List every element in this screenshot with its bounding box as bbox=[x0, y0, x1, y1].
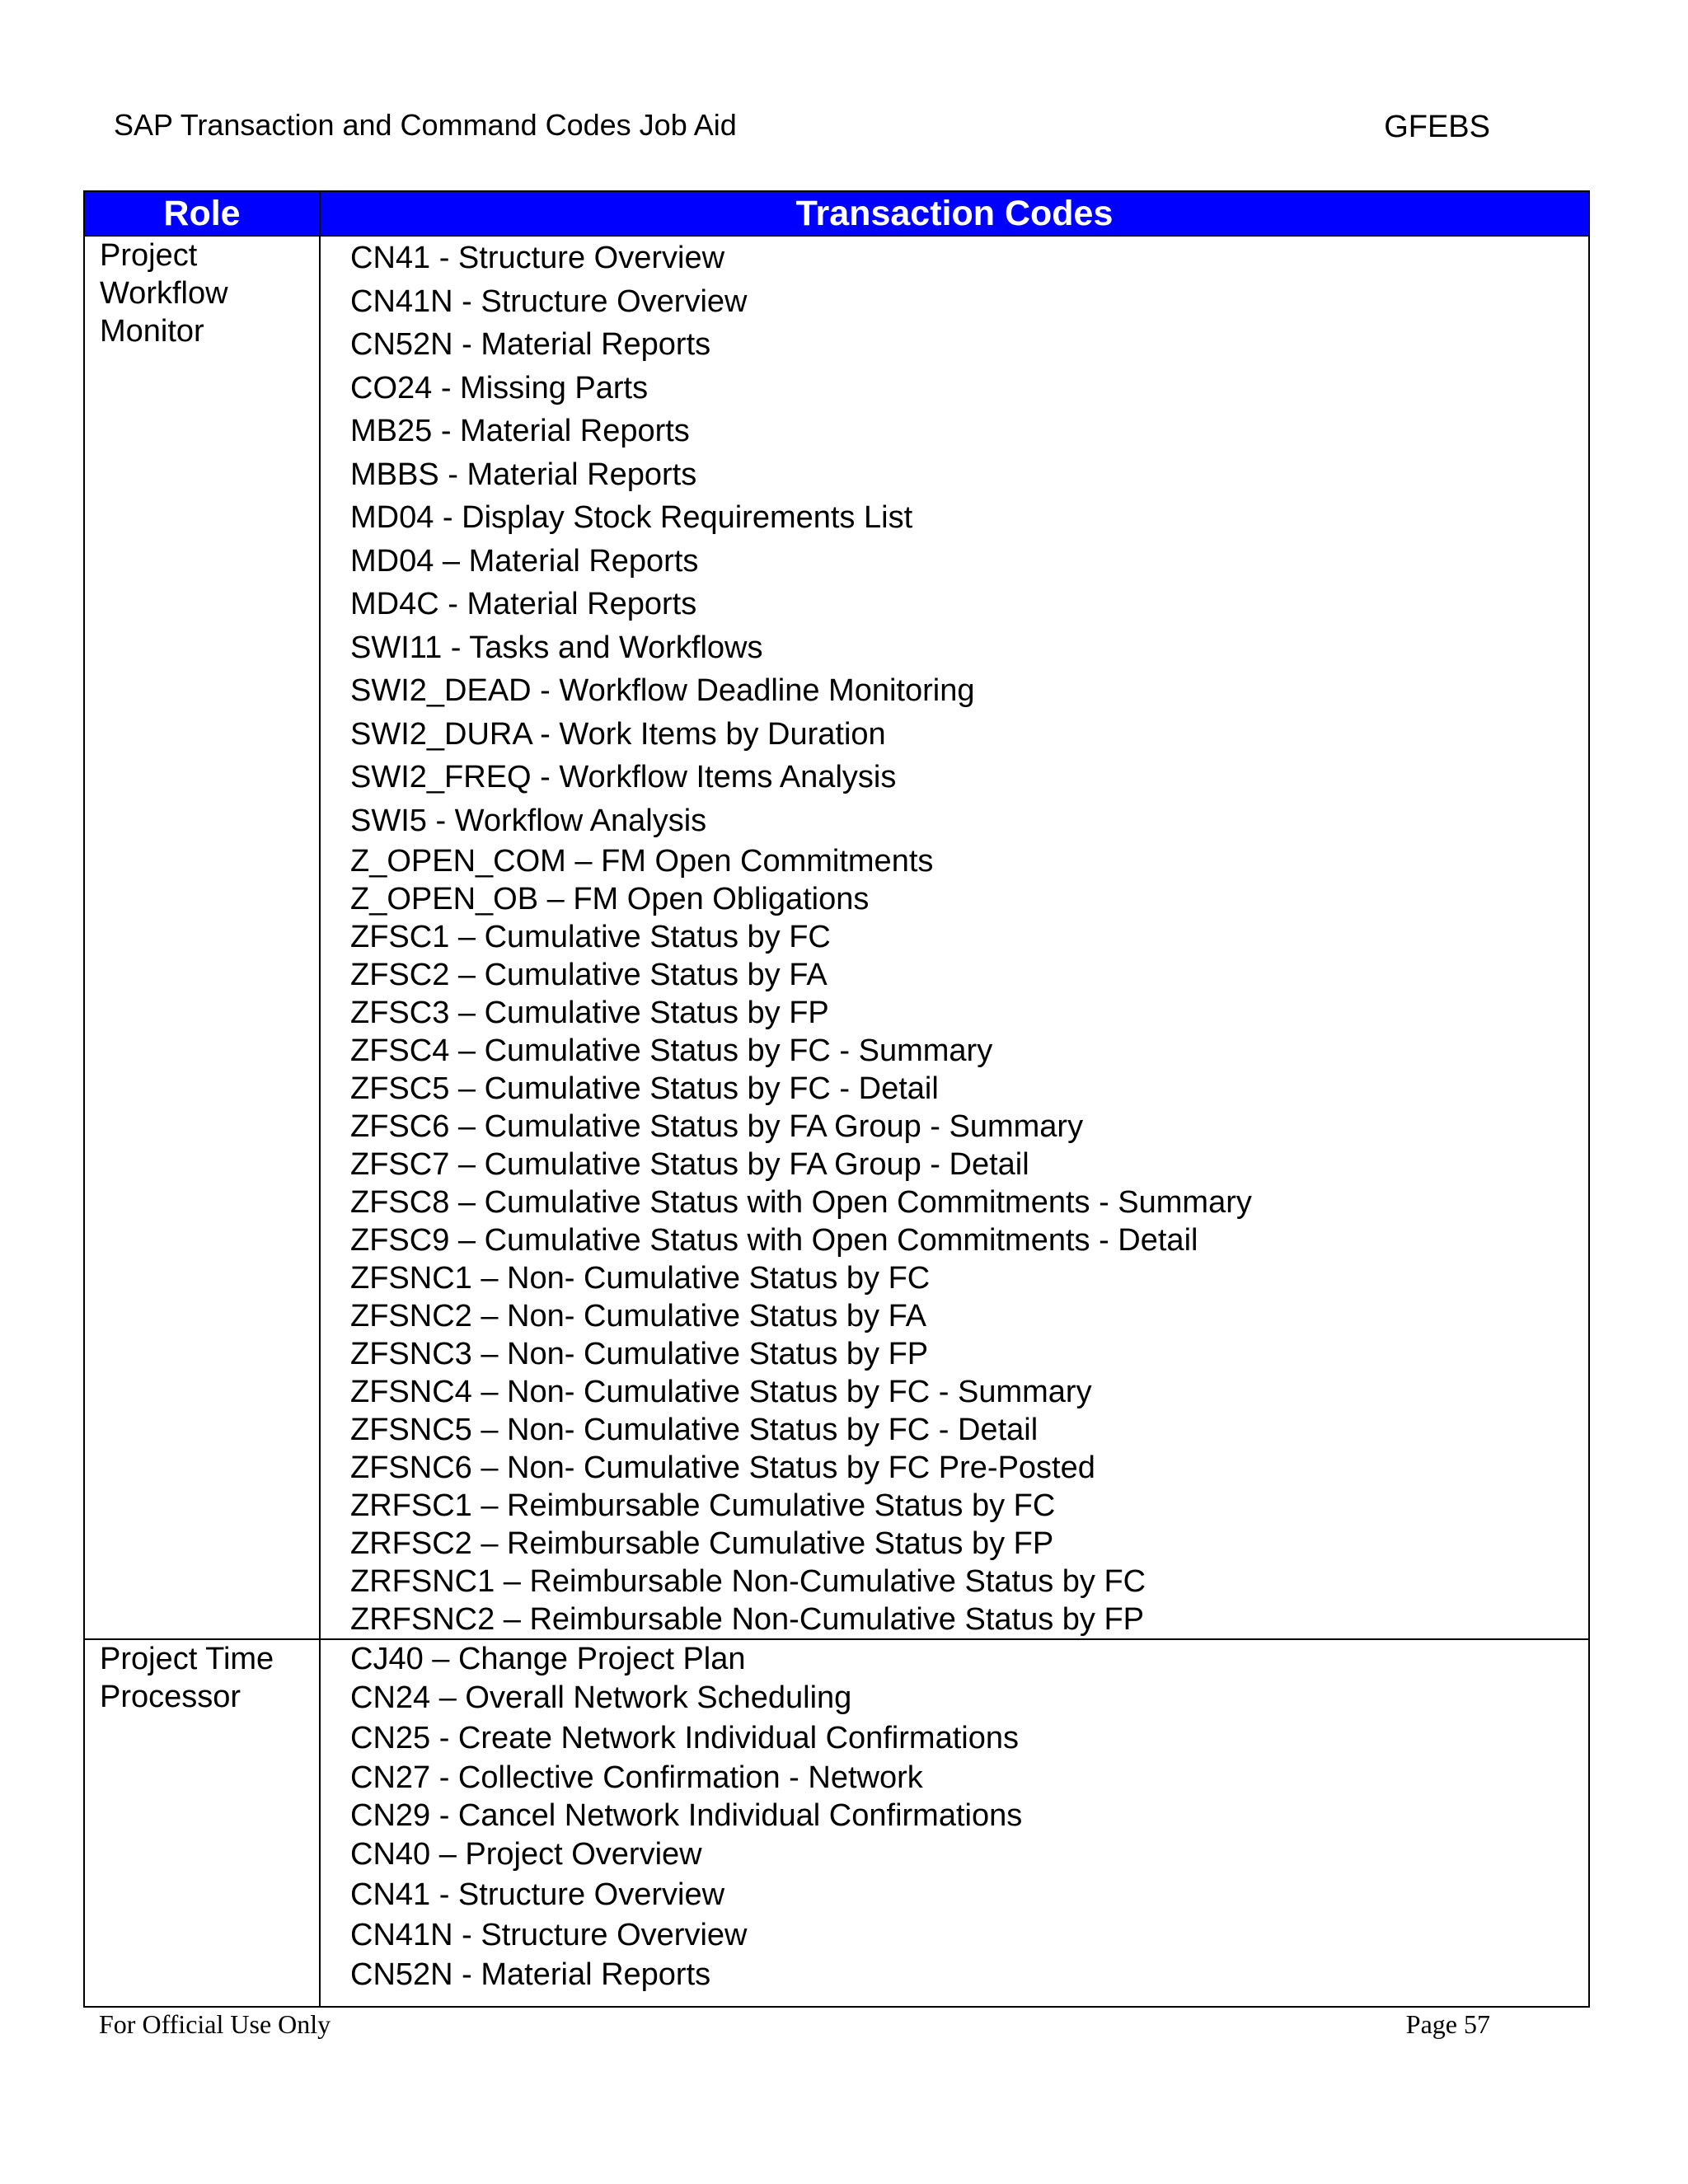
list-item: ZFSC8 – Cumulative Status with Open Commitments - Summary bbox=[350, 1185, 1252, 1220]
code-list bbox=[350, 1640, 1588, 1994]
list-item: CN52N - Material Reports bbox=[350, 327, 711, 362]
list-item: ZFSNC6 – Non- Cumulative Status by FC Pre-Posted bbox=[350, 1451, 1095, 1485]
list-item: ZRFSNC1 – Reimbursable Non-Cumulative Status by FC bbox=[350, 1564, 1146, 1599]
list-item: ZFSNC3 – Non- Cumulative Status by FP bbox=[350, 1337, 929, 1371]
list-item: ZFSC9 – Cumulative Status with Open Commitments - Detail bbox=[350, 1223, 1198, 1258]
list-item: ZFSC5 – Cumulative Status by FC - Detail bbox=[350, 1071, 939, 1106]
list-item: ZFSC6 – Cumulative Status by FA Group - Summary bbox=[350, 1109, 1084, 1144]
list-item: CN27 - Collective Confirmation - Network bbox=[350, 1760, 923, 1795]
transaction-codes-table bbox=[83, 190, 1590, 2008]
code-list bbox=[350, 237, 1588, 1638]
list-item: ZFSNC2 – Non- Cumulative Status by FA bbox=[350, 1299, 927, 1333]
list-item: SWI2_FREQ - Workflow Items Analysis bbox=[350, 760, 897, 794]
column-header-transaction-codes: Transaction Codes bbox=[320, 191, 1589, 236]
list-item: ZRFSC1 – Reimbursable Cumulative Status by FC bbox=[350, 1488, 1056, 1523]
list-item: MBBS - Material Reports bbox=[350, 457, 697, 492]
document-title: SAP Transaction and Command Codes Job Aid bbox=[114, 108, 737, 142]
system-name: GFEBS bbox=[1384, 110, 1490, 144]
list-item: ZFSNC4 – Non- Cumulative Status by FC - Summary bbox=[350, 1375, 1092, 1409]
list-item: ZFSC7 – Cumulative Status by FA Group - Detail bbox=[350, 1147, 1029, 1182]
list-item: ZFSC4 – Cumulative Status by FC - Summary bbox=[350, 1033, 993, 1068]
list-item: ZFSC2 – Cumulative Status by FA bbox=[350, 958, 828, 992]
list-item: ZFSC1 – Cumulative Status by FC bbox=[350, 920, 831, 954]
list-item: CN41N - Structure Overview bbox=[350, 1918, 748, 1952]
role-cell bbox=[84, 236, 320, 1639]
list-item: ZFSNC5 – Non- Cumulative Status by FC - Detail bbox=[350, 1413, 1039, 1447]
role-cell bbox=[84, 1639, 320, 2007]
list-item: CN52N - Material Reports bbox=[350, 1957, 711, 1992]
list-item: SWI2_DEAD - Workflow Deadline Monitoring bbox=[350, 673, 975, 708]
role-name: Project Workflow Monitor bbox=[100, 238, 228, 349]
codes-cell bbox=[320, 236, 1589, 1639]
list-item: ZRFSNC2 – Reimbursable Non-Cumulative Status by FP bbox=[350, 1602, 1145, 1637]
role-name: Project Time Processor bbox=[100, 1642, 274, 1714]
table-row bbox=[84, 1639, 1589, 2007]
list-item: ZRFSC2 – Reimbursable Cumulative Status by FP bbox=[350, 1526, 1054, 1561]
list-item: CN41N - Structure Overview bbox=[350, 284, 748, 319]
list-item: CN29 - Cancel Network Individual Confirmations bbox=[350, 1798, 1023, 1833]
list-item: MD04 - Display Stock Requirements List bbox=[350, 500, 913, 535]
list-item: Z_OPEN_OB – FM Open Obligations bbox=[350, 882, 870, 916]
list-item: ZFSC3 – Cumulative Status by FP bbox=[350, 996, 829, 1030]
header-row bbox=[84, 191, 1589, 236]
list-item: MD4C - Material Reports bbox=[350, 587, 697, 621]
list-item: CJ40 – Change Project Plan bbox=[350, 1642, 746, 1676]
table-row bbox=[84, 236, 1589, 1639]
list-item: SWI11 - Tasks and Workflows bbox=[350, 630, 763, 665]
page-number: Page 57 bbox=[1405, 2009, 1490, 2039]
list-item: CN41 - Structure Overview bbox=[350, 1877, 725, 1912]
list-item: Z_OPEN_COM – FM Open Commitments bbox=[350, 844, 934, 879]
list-item: CO24 - Missing Parts bbox=[350, 370, 649, 405]
classification-footer: For Official Use Only bbox=[99, 2009, 331, 2039]
list-item: SWI5 - Workflow Analysis bbox=[350, 803, 707, 838]
list-item: CN24 – Overall Network Scheduling bbox=[350, 1680, 852, 1715]
table-header bbox=[84, 191, 1589, 236]
list-item: CN40 – Project Overview bbox=[350, 1837, 702, 1872]
list-item: CN41 - Structure Overview bbox=[350, 241, 725, 275]
list-item: SWI2_DURA - Work Items by Duration bbox=[350, 716, 886, 752]
list-item: CN25 - Create Network Individual Confirmations bbox=[350, 1721, 1019, 1755]
column-header-role: Role bbox=[84, 191, 320, 236]
codes-cell bbox=[320, 1639, 1589, 2007]
list-item: MB25 - Material Reports bbox=[350, 414, 690, 448]
list-item: MD04 – Material Reports bbox=[350, 543, 699, 579]
list-item: ZFSNC1 – Non- Cumulative Status by FC bbox=[350, 1261, 931, 1296]
